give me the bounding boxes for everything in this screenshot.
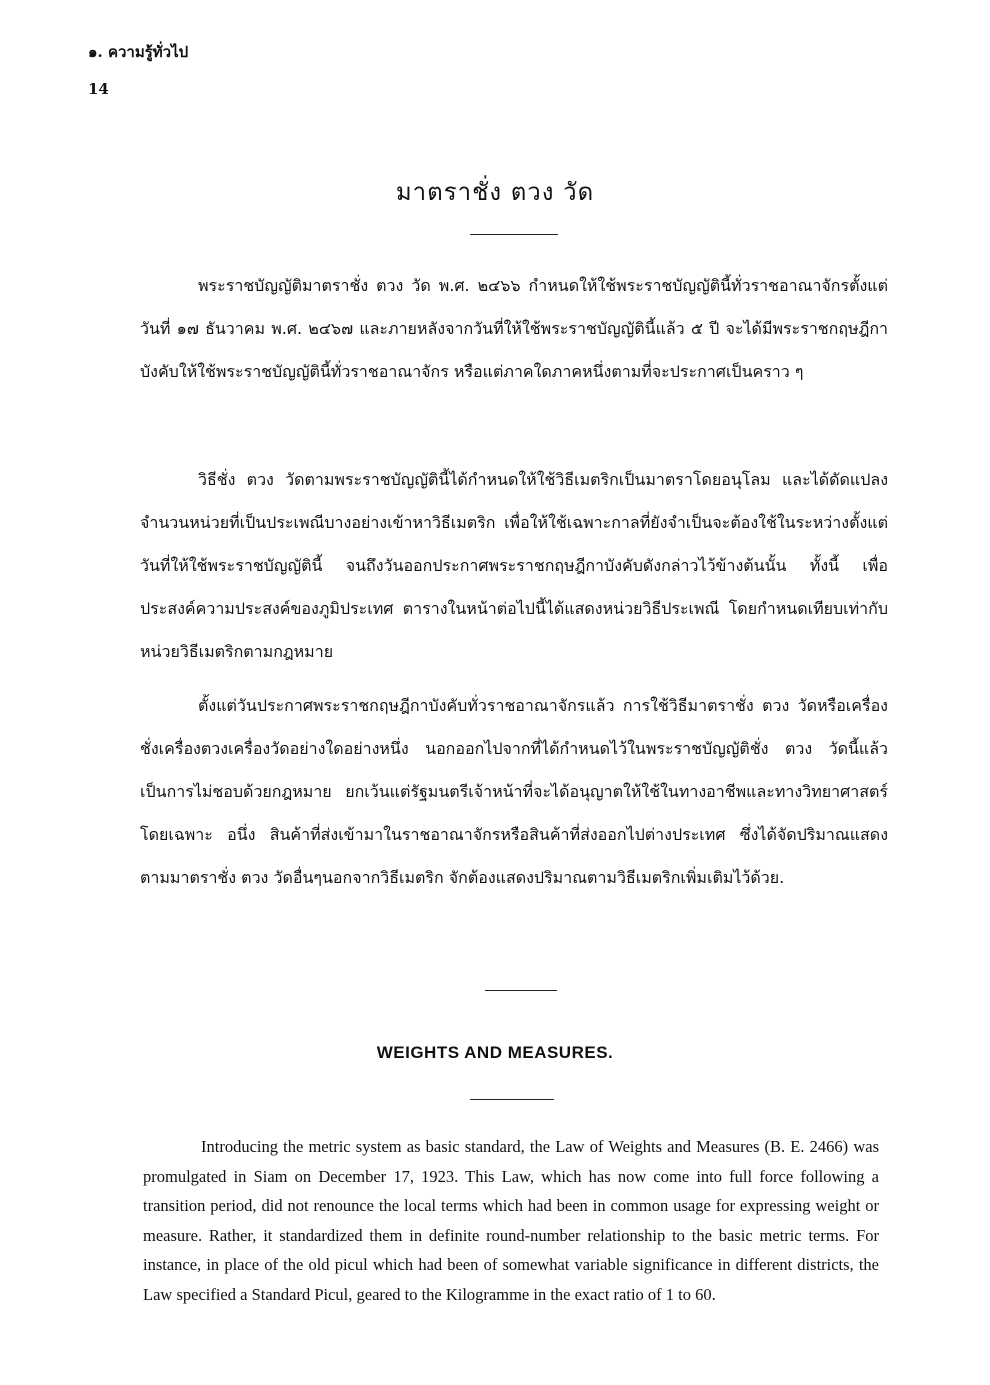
section-divider [485, 990, 557, 991]
thai-title: มาตราชั่ง ตวง วัด [395, 178, 595, 206]
thai-paragraph-3: ตั้งแต่วันประกาศพระราชกฤษฎีกาบังคับทั่วราชอาณาจักรแล้ว การใช้วิธีมาตราชั่ง ตวง วัดหรือเครื่องชั่งเครื่องตวงเครื่องวัดอย่างใดอย่างหนึ่ง นอกออกไปจากที่ได้กำหนดไว้ในพระราชบัญญัติชั่ง ตวง วัดนี้แล้วเป็นการไม่ชอบด้วยกฎหมาย ยกเว้นแต่รัฐมนตรีเจ้าหน้าที่จะได้อนุญาตให้ใช้ในทางอาชีพและทางวิทยาศาสตร์โดยเฉพาะ อนึ่ง สินค้าที่ส่งเข้ามาในราชอาณาจักรหรือสินค้าที่ส่งออกไปต่างประเทศ ซึ่งได้จัดปริมาณแสดงตามมาตราชั่ง ตวง วัดอื่นๆนอกจากวิธีเมตริก จักต้องแสดงปริมาณตามวิธีเมตริกเพิ่มเติมไว้ด้วย. [140, 696, 888, 887]
section-label: ๑. ความรู้ทั่วไป [88, 43, 189, 61]
english-title-divider [470, 1099, 554, 1100]
english-title: WEIGHTS AND MEASURES. [376, 1043, 614, 1062]
thai-paragraph-3-block [140, 684, 888, 899]
english-paragraph: Introducing the metric system as basic standard, the Law of Weights and Measures (B. E. 2466) was promulgated in Siam on December 17, 1923. This Law, which has now come into full force following a transition period, did not renounce the local terms which had been in common usage for expressing weight or measure. Rather, it standardized them in definite round-number relationship to the basic metric terms. For instance, in place of the old picul which had been of somewhat variable significance in different districts, the Law specified a Standard Picul, geared to the Kilogramme in the exact ratio of 1 to 60. [143, 1137, 879, 1304]
english-body [143, 1132, 879, 1309]
page-number: 14 [88, 80, 109, 98]
thai-paragraph-2-block [140, 458, 888, 673]
thai-paragraph-1-block [140, 264, 888, 393]
title-divider [470, 234, 558, 235]
thai-paragraph-2: วิธีชั่ง ตวง วัดตามพระราชบัญญัตินี้ได้กำหนดให้ใช้วิธีเมตริกเป็นมาตราโดยอนุโลม และได้ดัดแปลงจำนวนหน่วยที่เป็นประเพณีบางอย่างเข้าหาวิธีเมตริก เพื่อให้ใช้เฉพาะกาลที่ยังจำเป็นจะต้องใช้ในระหว่างตั้งแต่วันที่ให้ใช้พระราชบัญญัตินี้ จนถึงวันออกประกาศพระราชกฤษฎีกาบังคับดังกล่าวไว้ข้างต้นนั้น ทั้งนี้ เพื่อประสงค์ความประสงค์ของภูมิประเทศ ตารางในหน้าต่อไปนี้ได้แสดงหน่วยวิธีประเพณี โดยกำหนดเทียบเท่ากับหน่วยวิธีเมตริกตามกฎหมาย [140, 470, 888, 661]
thai-paragraph-1: พระราชบัญญัติมาตราชั่ง ตวง วัด พ.ศ. ๒๔๖๖ กำหนดให้ใช้พระราชบัญญัตินี้ทั่วราชอาณาจักรตั้งแต่วันที่ ๑๗ ธันวาคม พ.ศ. ๒๔๖๗ และภายหลังจากวันที่ให้ใช้พระราชบัญญัตินี้แล้ว ๕ ปี จะได้มีพระราชกฤษฎีกาบังคับให้ใช้พระราชบัญญัตินี้ทั่วราชอาณาจักร หรือแต่ภาคใดภาคหนึ่งตามที่จะประกาศเป็นคราว ๆ [140, 276, 888, 381]
